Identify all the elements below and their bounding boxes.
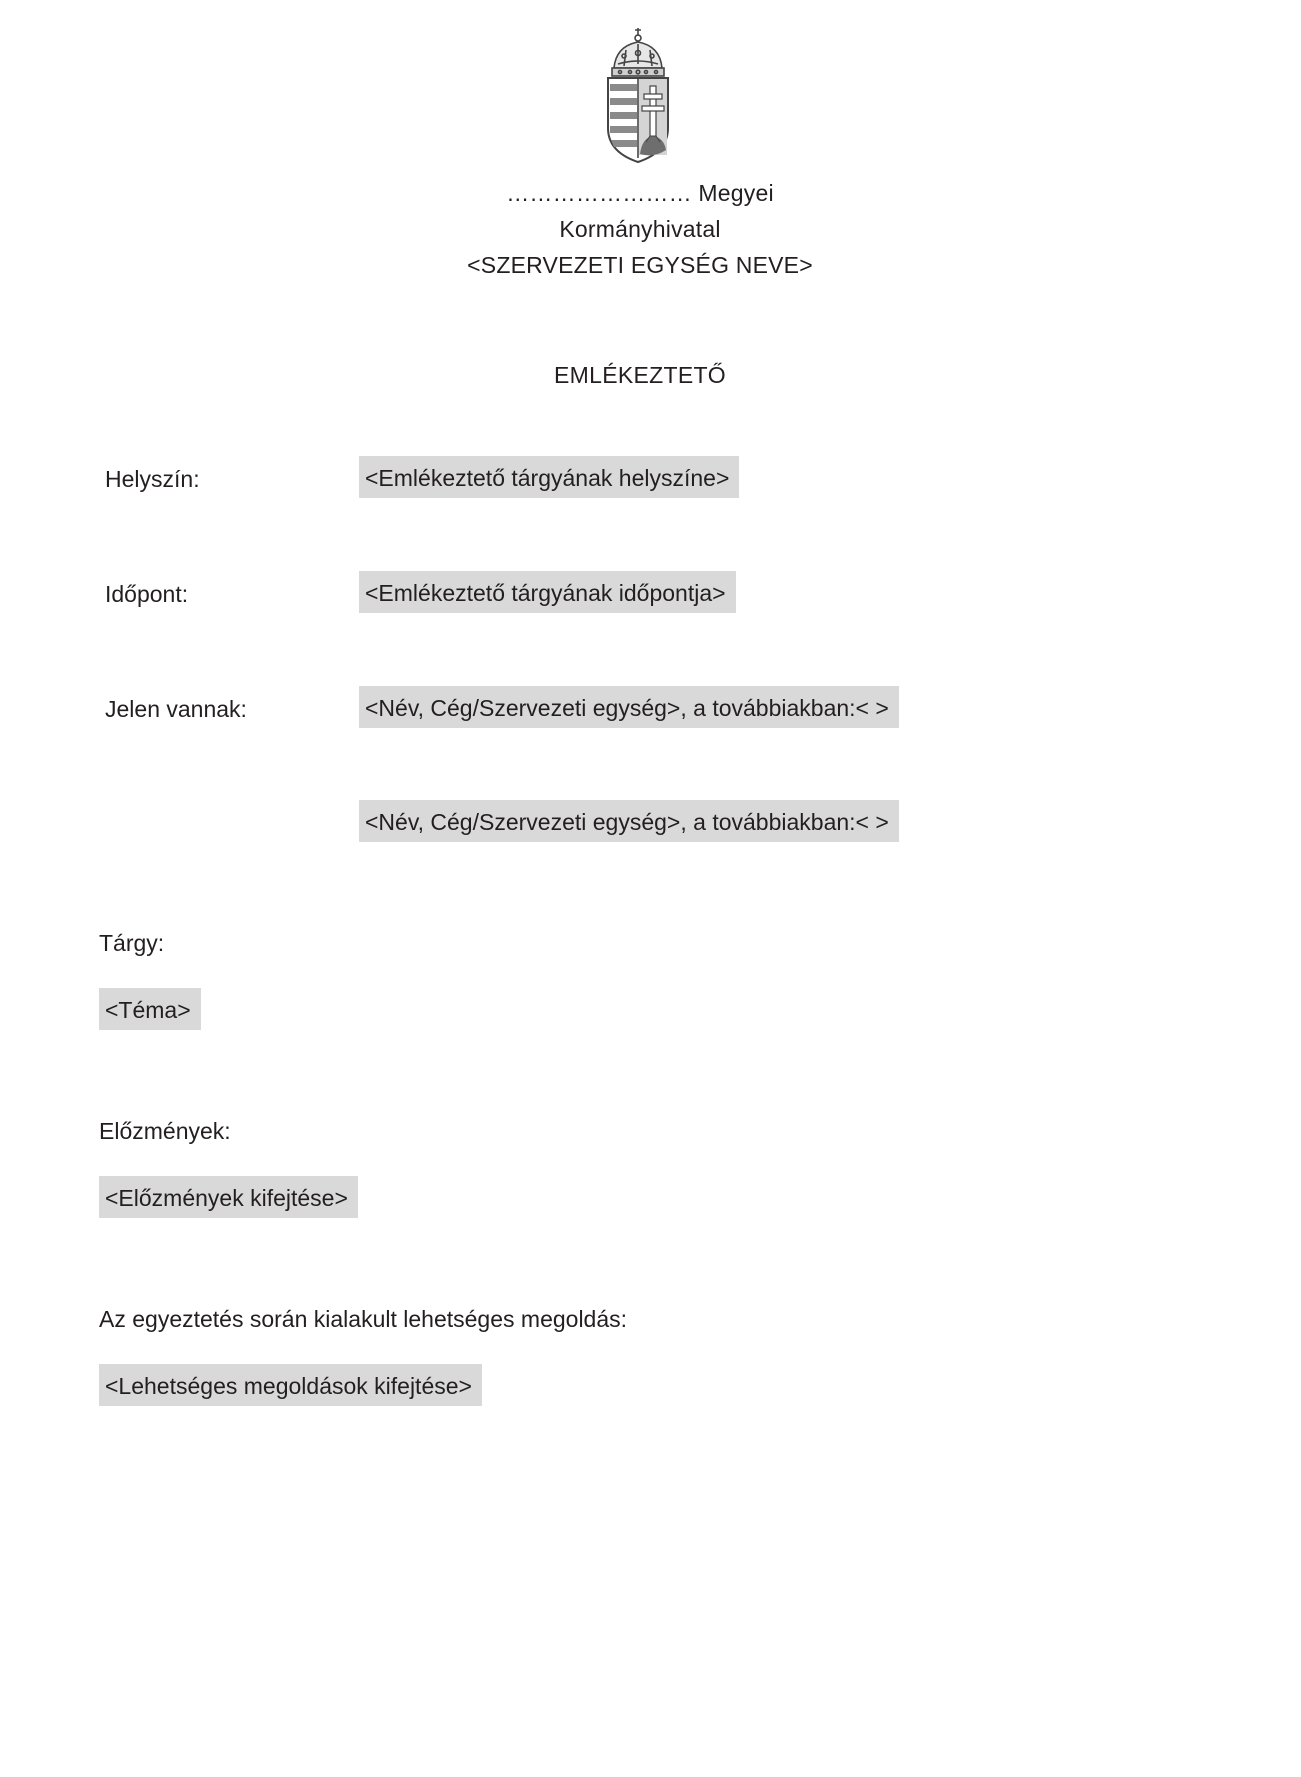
present-field-2[interactable]: <Név, Cég/Szervezeti egység>, a továbbiakban:< > [359,800,899,842]
document-title: EMLÉKEZTETŐ [554,362,726,388]
county-office-line: …………………… Megyei [506,180,774,206]
coat-of-arms-icon [604,28,672,164]
subject-field[interactable]: <Téma> [99,988,201,1030]
solution-field[interactable]: <Lehetséges megoldások kifejtése> [99,1364,482,1406]
subject-label: Tárgy: [99,930,165,956]
present-field-1[interactable]: <Név, Cég/Szervezeti egység>, a továbbiakban:< > [359,686,899,728]
solution-label: Az egyeztetés során kialakult lehetséges megoldás: [99,1306,628,1332]
org-unit-placeholder: <SZERVEZETI EGYSÉG NEVE> [467,252,813,278]
location-label: Helyszín: [105,466,200,492]
background-field[interactable]: <Előzmények kifejtése> [99,1176,358,1218]
present-label: Jelen vannak: [105,696,247,722]
time-label: Időpont: [105,581,189,607]
location-field[interactable]: <Emlékeztető tárgyának helyszíne> [359,456,739,498]
office-name-line: Kormányhivatal [559,216,721,242]
time-field[interactable]: <Emlékeztető tárgyának időpontja> [359,571,736,613]
background-label: Előzmények: [99,1118,231,1144]
